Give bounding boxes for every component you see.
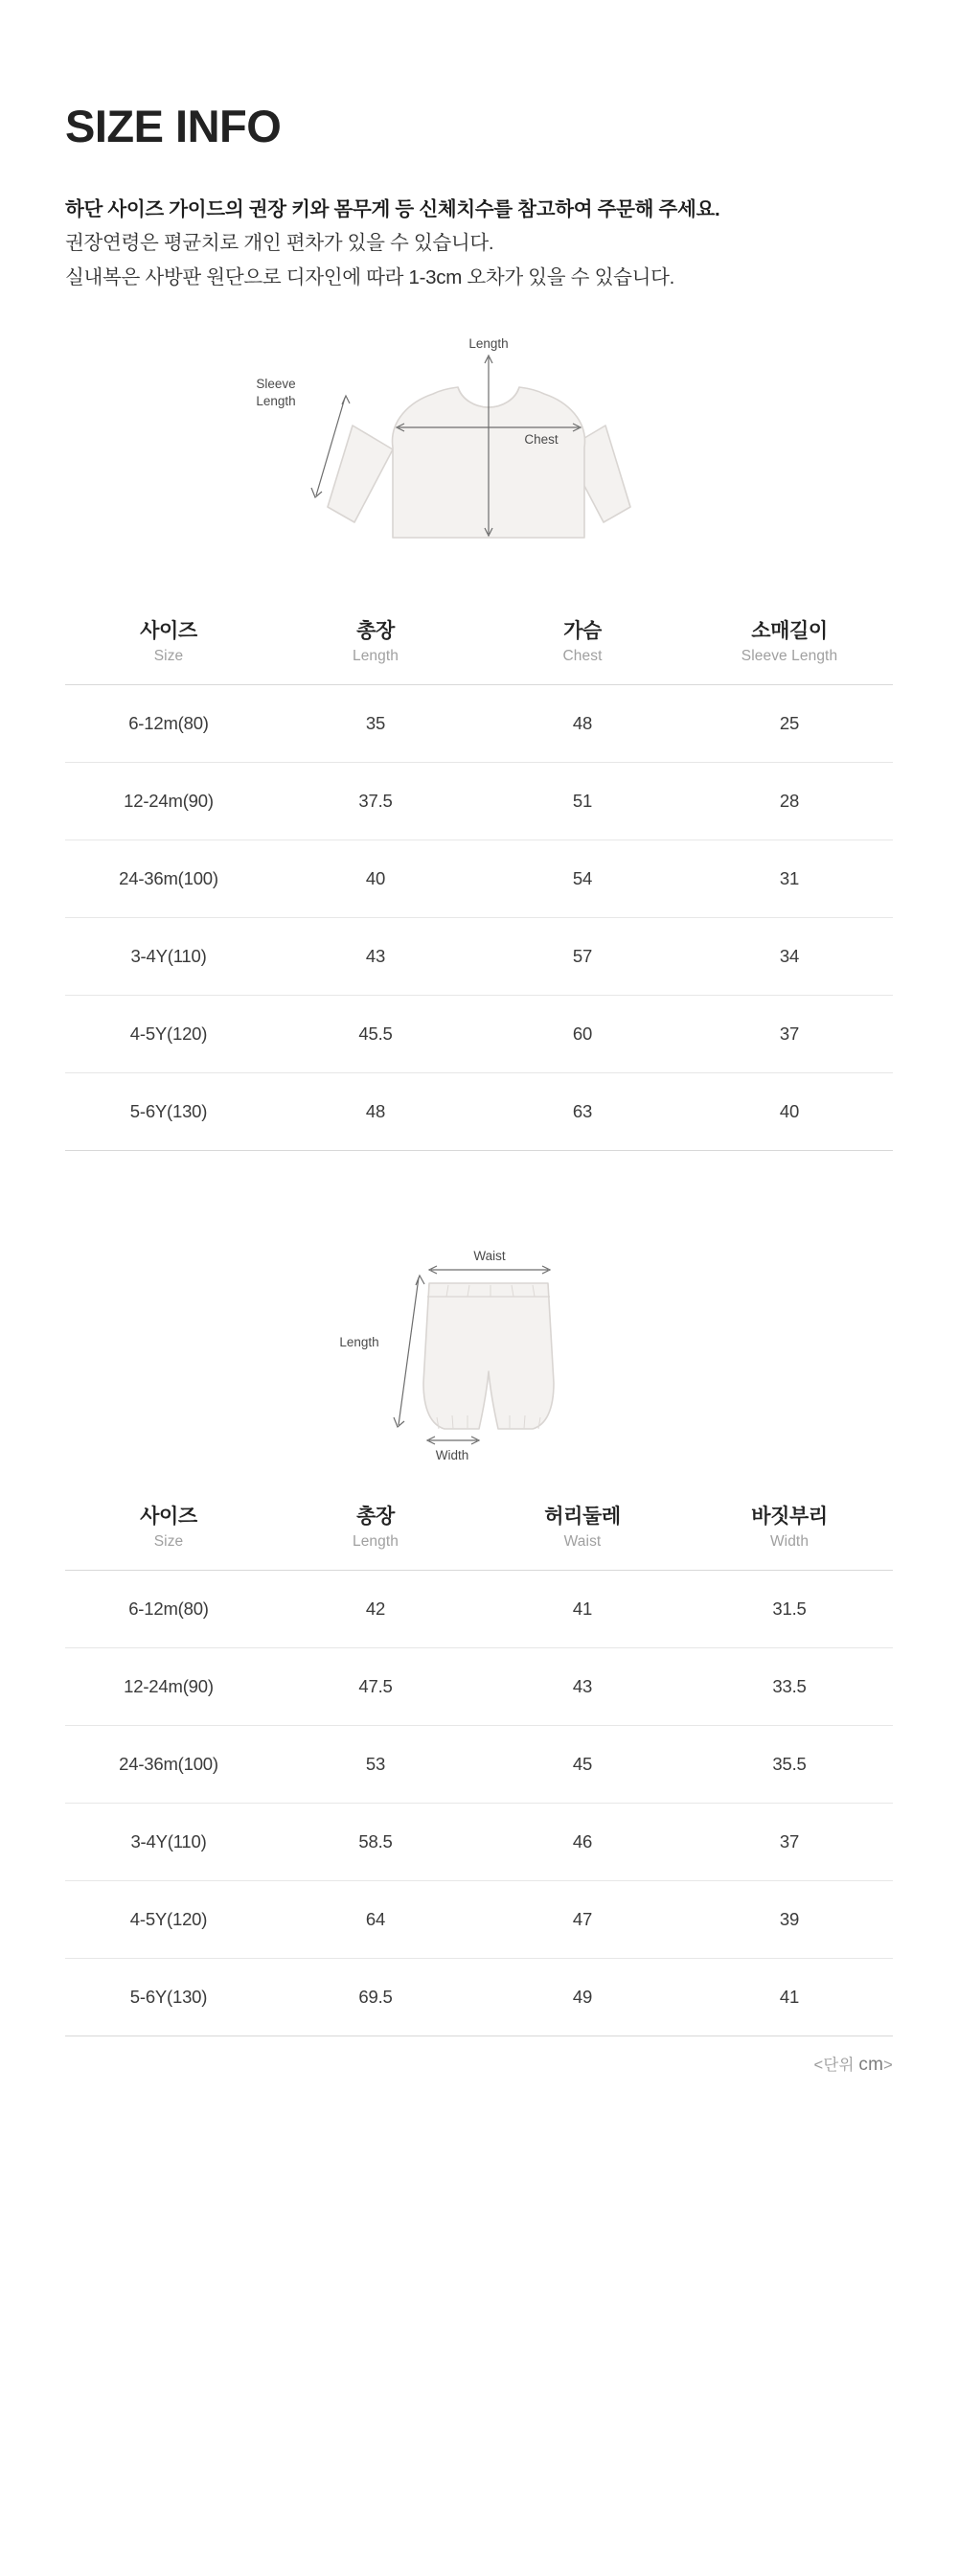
- bottom-cell-width: 31.5: [686, 1571, 893, 1648]
- bottom-header-width-main: 바짓부리: [751, 1506, 828, 1529]
- top-cell-chest: 60: [479, 996, 686, 1073]
- bottom-cell-waist: 41: [479, 1571, 686, 1648]
- table-row: [65, 685, 893, 763]
- top-header-size: [65, 601, 272, 685]
- top-label-sleeve-length-line1: Sleeve: [256, 376, 296, 391]
- bottom-header-length: [272, 1486, 479, 1571]
- table-row: [65, 1959, 893, 2036]
- bottom-cell-size: 6-12m(80): [65, 1571, 272, 1648]
- bottom-cell-width: 35.5: [686, 1726, 893, 1804]
- size-info-page: [0, 101, 958, 2076]
- top-header-length-main: 총장: [356, 619, 395, 642]
- bottom-header-width-sub: Width: [769, 1533, 810, 1551]
- bottom-header-length-main: 총장: [356, 1506, 395, 1529]
- unit-note: [65, 2052, 893, 2076]
- bottom-header-width: [686, 1486, 893, 1571]
- table-row: [65, 996, 893, 1073]
- top-header-sleeve: [686, 601, 893, 685]
- bottom-cell-size: 4-5Y(120): [65, 1881, 272, 1959]
- top-cell-length: 43: [272, 918, 479, 996]
- pants-label-length: Length: [339, 1335, 379, 1350]
- top-header-sleeve-main: 소매길이: [751, 619, 828, 642]
- top-header-chest-sub: Chest: [562, 648, 603, 665]
- top-label-sleeve-length-line2: Length: [256, 393, 296, 408]
- top-cell-size: 12-24m(90): [65, 763, 272, 840]
- bottom-cell-width: 37: [686, 1804, 893, 1881]
- bottom-cell-size: 3-4Y(110): [65, 1804, 272, 1881]
- top-cell-chest: 57: [479, 918, 686, 996]
- bottom-cell-size: 5-6Y(130): [65, 1959, 272, 2036]
- top-cell-chest: 63: [479, 1073, 686, 1151]
- top-cell-sleeve: 31: [686, 840, 893, 918]
- top-cell-sleeve: 34: [686, 918, 893, 996]
- top-header-chest: [479, 601, 686, 685]
- bottom-cell-length: 53: [272, 1726, 479, 1804]
- top-cell-chest: 48: [479, 685, 686, 763]
- intro-line-3: 실내복은 사방판 원단으로 디자인에 따라 1-3cm 오차가 있을 수 있습니다.: [65, 265, 674, 288]
- table-row: [65, 763, 893, 840]
- bottom-header-waist-sub: Waist: [563, 1533, 602, 1551]
- top-table-header-row: [65, 601, 893, 685]
- bottom-cell-size: 12-24m(90): [65, 1648, 272, 1726]
- intro-line-2: 권장연령은 평균치로 개인 편차가 있을 수 있습니다.: [65, 232, 494, 255]
- table-row: [65, 1073, 893, 1151]
- top-header-length: [272, 601, 479, 685]
- top-cell-size: 3-4Y(110): [65, 918, 272, 996]
- bottom-cell-width: 33.5: [686, 1648, 893, 1726]
- bottom-cell-length: 42: [272, 1571, 479, 1648]
- top-cell-sleeve: 37: [686, 996, 893, 1073]
- bottom-cell-length: 64: [272, 1881, 479, 1959]
- table-row: [65, 1571, 893, 1648]
- bottom-header-size-sub: Size: [153, 1533, 184, 1551]
- table-row: [65, 1804, 893, 1881]
- table-row: [65, 1726, 893, 1804]
- top-label-chest: Chest: [524, 431, 559, 447]
- unit-prefix: <단위: [813, 2057, 859, 2075]
- bottom-cell-waist: 45: [479, 1726, 686, 1804]
- intro-text-block: [65, 193, 893, 294]
- bottom-cell-waist: 49: [479, 1959, 686, 2036]
- top-garment-illustration: [65, 334, 893, 584]
- pants-illustration: [65, 1249, 893, 1469]
- bottom-header-waist-main: 허리둘레: [544, 1506, 621, 1529]
- bottom-table-head: [65, 1486, 893, 1571]
- top-cell-sleeve: 40: [686, 1073, 893, 1151]
- pants-label-width: Width: [435, 1448, 469, 1463]
- top-cell-length: 35: [272, 685, 479, 763]
- top-diagram-svg: [211, 334, 747, 584]
- top-cell-length: 37.5: [272, 763, 479, 840]
- top-cell-chest: 51: [479, 763, 686, 840]
- top-cell-length: 48: [272, 1073, 479, 1151]
- top-cell-size: 4-5Y(120): [65, 996, 272, 1073]
- intro-line-1: 하단 사이즈 가이드의 권장 키와 몸무게 등 신체치수를 참고하여 주문해 주세요.: [65, 198, 720, 220]
- bottom-cell-waist: 47: [479, 1881, 686, 1959]
- bottom-cell-waist: 46: [479, 1804, 686, 1881]
- top-cell-size: 6-12m(80): [65, 685, 272, 763]
- bottom-cell-length: 69.5: [272, 1959, 479, 2036]
- bottom-cell-width: 41: [686, 1959, 893, 2036]
- top-label-length: Length: [468, 335, 509, 351]
- table-row: [65, 840, 893, 918]
- top-header-sleeve-sub: Sleeve Length: [741, 648, 838, 665]
- bottom-cell-width: 39: [686, 1881, 893, 1959]
- top-header-size-sub: Size: [153, 648, 184, 665]
- table-row: [65, 1648, 893, 1726]
- top-cell-length: 45.5: [272, 996, 479, 1073]
- bottom-cell-waist: 43: [479, 1648, 686, 1726]
- pants-diagram-svg: [211, 1249, 747, 1469]
- unit-value: cm: [858, 2055, 884, 2076]
- bottom-cell-length: 58.5: [272, 1804, 479, 1881]
- top-header-length-sub: Length: [352, 648, 399, 665]
- section-spacer: [65, 1151, 893, 1191]
- top-cell-length: 40: [272, 840, 479, 918]
- top-cell-sleeve: 28: [686, 763, 893, 840]
- table-row: [65, 1881, 893, 1959]
- bottom-header-waist: [479, 1486, 686, 1571]
- table-row: [65, 918, 893, 996]
- top-table-head: [65, 601, 893, 685]
- bottom-table-body: [65, 1571, 893, 2036]
- unit-suffix: >: [883, 2057, 893, 2075]
- top-cell-sleeve: 25: [686, 685, 893, 763]
- top-cell-size: 5-6Y(130): [65, 1073, 272, 1151]
- bottom-cell-length: 47.5: [272, 1648, 479, 1726]
- top-header-chest-main: 가슴: [563, 619, 602, 642]
- top-cell-size: 24-36m(100): [65, 840, 272, 918]
- bottom-header-size-main: 사이즈: [140, 1506, 197, 1529]
- bottom-cell-size: 24-36m(100): [65, 1726, 272, 1804]
- top-header-size-main: 사이즈: [140, 619, 197, 642]
- bottom-header-length-sub: Length: [352, 1533, 399, 1551]
- page-title: SIZE INFO: [65, 101, 282, 151]
- top-size-table: [65, 601, 893, 1151]
- bottom-header-size: [65, 1486, 272, 1571]
- pants-label-waist: Waist: [473, 1249, 506, 1264]
- top-table-body: [65, 685, 893, 1151]
- bottom-size-table: [65, 1486, 893, 2036]
- bottom-table-header-row: [65, 1486, 893, 1571]
- top-cell-chest: 54: [479, 840, 686, 918]
